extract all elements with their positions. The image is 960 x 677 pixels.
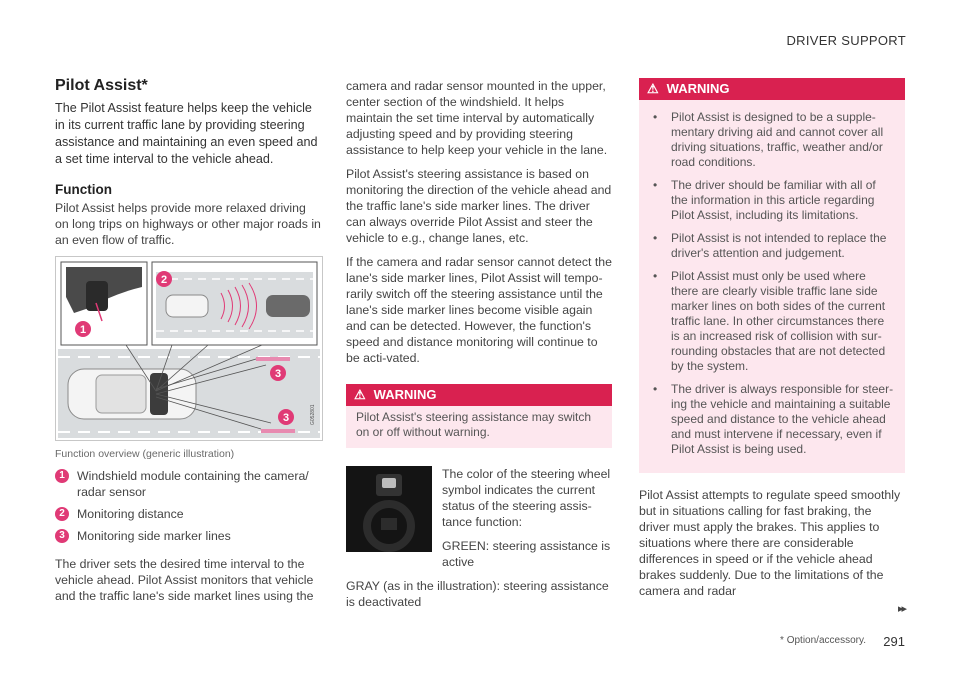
figure-caption: Function overview (generic illustration) [55,448,235,460]
warning-header [639,78,905,100]
warning-bullet: • Pilot Assist is designed to be a supple-mentary driving aid and cannot cover all driving situations, traffic, weather and/or road conditions. [653,110,884,169]
warning-label: WARNING [373,387,437,402]
steer-text-2: GREEN: steering assistance is active [442,539,611,569]
legend-number: 1 [55,469,69,483]
function-overview-figure [55,256,323,441]
col2-paragraph-2: Pilot Assist's steering assistance is based on monitoring the direction of the vehicle ahead and the traffic lane's side marker lines. The driver can always override Pilot Assist and steer the vehicle to e.g., change lanes, etc. [346,167,612,245]
warning-bullet: • The driver is always responsible for steer-ing the vehicle and maintaining a suitable speed and distance to the vehicle ahead and must intervene if necessary, even if Pilot Assist is being used. [653,382,894,456]
legend-number: 3 [55,529,69,543]
function-overview-illustration [56,257,322,440]
warning-label: WARNING [666,81,730,96]
column-1 [55,78,321,612]
callout-2 [156,271,172,287]
legend-item [55,468,321,500]
callout-3-lower [278,409,294,425]
callout-1 [75,321,91,337]
column-3 [639,78,905,607]
warning-box-2 [639,78,905,473]
legend-text: Monitoring distance [77,507,184,521]
legend-number: 2 [55,507,69,521]
warning-text: Pilot Assist's steering assistance may switch on or off without warning. [356,410,592,439]
figure-code: G052801 [310,404,316,425]
steering-description [442,466,612,578]
page-title: Pilot Assist* [55,77,148,94]
legend-text: Monitoring side marker lines [77,529,231,543]
warning-box-1 [346,384,612,448]
intro-paragraph: The Pilot Assist feature helps keep the vehicle in its current traffic lane by providing steering assistance and maintaining an even speed and a set time interval to the vehicle ahead. [55,101,318,166]
svg-text:3: 3 [274,368,282,380]
col2-paragraph-3: If the camera and radar sensor cannot detect the lane's side marker lines, Pilot Assist will tempo-rarily switch off the steering assistance until the lane's side marker lines become visible again and can be detected. However, the function's speed and distance monitoring will continue to be acti-vated. [346,255,612,365]
legend-item [55,528,321,544]
continue-arrows-icon: ▸▸ [897,603,905,615]
callout-3-upper [270,365,286,381]
steering-wheel-symbol-image [346,466,432,552]
page-number: 291 [883,634,905,649]
warning-triangle-icon: ⚠ [354,387,366,402]
warning-body [639,100,905,473]
legend-text: Windshield module containing the camera/ radar sensor [77,469,309,499]
svg-text:1: 1 [79,324,87,336]
warning-bullet: • The driver should be familiar with all of the information in this article regarding Pilot Assist, including its limitations. [653,178,876,222]
col1-closing-paragraph: The driver sets the desired time interval to the vehicle ahead. Pilot Assist monitors that vehicle and the traffic lane's side market lines using the [55,557,314,603]
warning-bullet: • Pilot Assist must only be used where there are clearly visible traffic lane side marker lines on both sides of the current traffic lane. In other circumstances there is an increased risk of collision with sur-rounding obstacles that are not detected by the system. [653,269,886,373]
steer-text-3: GRAY (as in the illustration): steering assistance is deactivated [346,579,609,609]
svg-text:2: 2 [160,274,168,286]
col2-paragraph-1: camera and radar sensor mounted in the upper, center section of the windshield. It helps maintain the set time interval by automatically adjusting speed and by providing steering assistance to help keep your vehicle in the lane. [346,79,608,157]
svg-text:3: 3 [282,412,290,424]
section-header: DRIVER SUPPORT [786,33,906,48]
column-2 [346,78,612,618]
steering-indicator-section [346,466,612,578]
warning-header [346,384,612,406]
warning-triangle-icon: ⚠ [647,81,659,96]
steer-text-1: The color of the steering wheel symbol indicates the current status of the steering assis-tance function: [442,467,611,529]
function-paragraph: Pilot Assist helps provide more relaxed driving on long trips on highways or other major roads in an even flow of traffic. [55,201,321,247]
function-heading: Function [55,182,112,197]
col3-closing-paragraph: Pilot Assist attempts to regulate speed smoothly but in situations calling for fast braking, the driver must apply the brakes. This applies to situations where there are considerable differences in speed or if the vehicle ahead brakes suddenly. Due to the limitations of the camera and radar [639,488,901,598]
warning-bullet: • Pilot Assist is not intended to replace the driver's attention and judgement. [653,231,887,260]
footnote: * Option/accessory. [780,635,866,646]
legend-item [55,506,321,522]
